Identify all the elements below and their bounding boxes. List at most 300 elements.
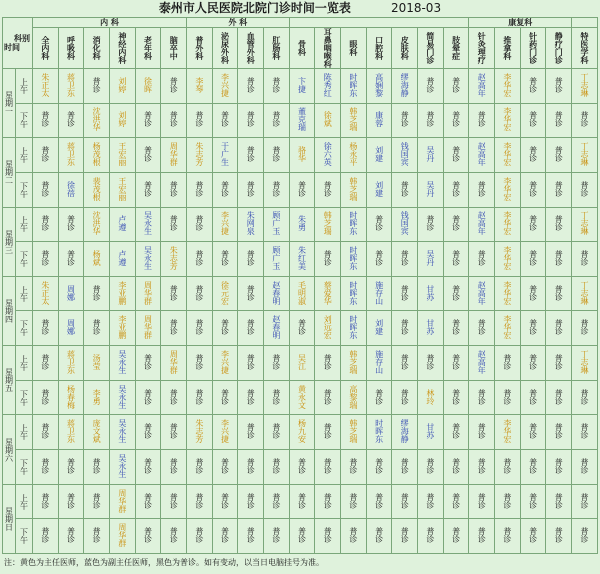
half-day-text: 上午	[19, 285, 29, 302]
doctor-name: 普诊	[271, 180, 281, 197]
schedule-cell	[469, 450, 495, 485]
schedule-cell	[161, 519, 187, 554]
schedule-cell	[289, 242, 315, 277]
schedule-cell	[238, 242, 264, 277]
doctor-name: 普诊	[554, 423, 564, 440]
department-header	[58, 28, 84, 69]
schedule-cell	[341, 172, 367, 207]
department-label: 特医学科	[580, 32, 590, 64]
department-label: 肢晕症	[451, 36, 461, 60]
schedule-cell	[264, 519, 290, 554]
schedule-cell	[443, 519, 469, 554]
doctor-name: 朱志芳	[169, 246, 179, 271]
department-header	[135, 28, 161, 69]
schedule-cell	[238, 380, 264, 415]
doctor-name: 李华宏	[502, 176, 512, 201]
doctor-name: 普诊	[374, 215, 384, 232]
doctor-name: 时晖东	[374, 419, 384, 444]
doctor-name: 杨茂根	[92, 142, 102, 167]
doctor-name: 时晖东	[348, 280, 358, 305]
schedule-cell	[264, 276, 290, 311]
schedule-cell	[84, 242, 110, 277]
schedule-cell	[264, 69, 290, 104]
schedule-cell	[33, 415, 59, 450]
day-label	[3, 138, 16, 207]
schedule-cell	[289, 484, 315, 519]
doctor-name: 裴茂根	[92, 176, 102, 201]
department-header-row	[3, 28, 598, 69]
schedule-cell	[264, 242, 290, 277]
doctor-name: 朱正太	[40, 72, 50, 97]
doctor-name: 普诊	[400, 111, 410, 128]
corner-top-label: 科别	[14, 34, 30, 43]
doctor-name: 吴永生	[143, 246, 153, 271]
doctor-name: 刘远宏	[323, 315, 333, 340]
schedule-cell	[33, 311, 59, 346]
doctor-name: 普诊	[477, 388, 487, 405]
schedule-cell	[110, 415, 136, 450]
doctor-name: 普诊	[580, 111, 590, 128]
schedule-cell	[495, 484, 521, 519]
department-header	[546, 28, 572, 69]
schedule-cell	[84, 172, 110, 207]
schedule-cell	[238, 519, 264, 554]
doctor-name: 普诊	[580, 319, 590, 336]
doctor-name: 丁志琳	[580, 280, 590, 305]
schedule-cell	[212, 450, 238, 485]
schedule-cell	[161, 276, 187, 311]
day-label	[3, 346, 16, 415]
doctor-name: 普诊	[169, 284, 179, 301]
doctor-name: 普诊	[143, 111, 153, 128]
schedule-cell	[366, 207, 392, 242]
schedule-cell	[289, 69, 315, 104]
schedule-cell	[161, 138, 187, 173]
doctor-name: 普诊	[502, 527, 512, 544]
schedule-cell	[469, 138, 495, 173]
day-label-text: 星期三	[4, 229, 14, 254]
schedule-row	[3, 69, 598, 104]
doctor-name: 普诊	[400, 284, 410, 301]
doctor-name: 普诊	[528, 388, 538, 405]
group-rehabilitation: 康复科	[469, 18, 572, 28]
doctor-name: 普诊	[246, 180, 256, 197]
doctor-name: 周娜	[66, 319, 76, 336]
schedule-cell	[58, 380, 84, 415]
doctor-name: 普诊	[451, 527, 461, 544]
doctor-name: 普诊	[66, 492, 76, 509]
schedule-cell	[212, 380, 238, 415]
doctor-name: 吴永生	[117, 453, 127, 478]
schedule-cell	[418, 69, 444, 104]
doctor-name: 徐斌	[323, 111, 333, 128]
schedule-cell	[33, 519, 59, 554]
schedule-cell	[110, 103, 136, 138]
schedule-cell	[469, 172, 495, 207]
doctor-name: 甘苏	[425, 319, 435, 336]
department-header	[392, 28, 418, 69]
schedule-cell	[572, 519, 598, 554]
doctor-name: 普诊	[220, 180, 230, 197]
doctor-name: 普诊	[528, 111, 538, 128]
schedule-row	[3, 138, 598, 173]
schedule-cell	[315, 242, 341, 277]
schedule-cell	[469, 415, 495, 450]
department-header	[212, 28, 238, 69]
schedule-cell	[187, 103, 213, 138]
doctor-name: 李琴	[194, 76, 204, 93]
schedule-cell	[520, 311, 546, 346]
doctor-name: 普诊	[451, 319, 461, 336]
schedule-cell	[546, 103, 572, 138]
doctor-name: 时晖东	[348, 246, 358, 271]
schedule-cell	[135, 311, 161, 346]
doctor-name: 普诊	[323, 250, 333, 267]
schedule-cell	[366, 311, 392, 346]
schedule-cell	[469, 242, 495, 277]
doctor-name: 普诊	[451, 180, 461, 197]
schedule-cell	[33, 276, 59, 311]
schedule-cell	[469, 69, 495, 104]
schedule-cell	[418, 242, 444, 277]
schedule-cell	[520, 380, 546, 415]
schedule-cell	[392, 207, 418, 242]
doctor-name: 普诊	[323, 492, 333, 509]
doctor-name: 普诊	[580, 457, 590, 474]
doctor-name: 普诊	[143, 180, 153, 197]
department-header	[110, 28, 136, 69]
page-title	[0, 0, 600, 16]
doctor-name: 普诊	[246, 319, 256, 336]
schedule-cell	[58, 519, 84, 554]
schedule-cell	[469, 380, 495, 415]
doctor-name: 普诊	[528, 250, 538, 267]
doctor-name: 普诊	[400, 457, 410, 474]
department-label: 神经内科	[117, 32, 127, 64]
schedule-cell	[469, 311, 495, 346]
doctor-name: 甘苏	[425, 284, 435, 301]
doctor-name: 周华群	[169, 349, 179, 374]
schedule-cell	[418, 450, 444, 485]
doctor-name: 普诊	[92, 284, 102, 301]
schedule-cell	[289, 519, 315, 554]
schedule-row	[3, 380, 598, 415]
department-header	[187, 28, 213, 69]
department-label: 口腔科	[374, 36, 384, 60]
doctor-name: 普诊	[425, 76, 435, 93]
schedule-cell	[341, 276, 367, 311]
doctor-name: 普诊	[451, 423, 461, 440]
doctor-name: 普诊	[554, 527, 564, 544]
doctor-name: 普诊	[246, 250, 256, 267]
doctor-name: 普诊	[40, 388, 50, 405]
doctor-name: 韩芝瑞	[348, 176, 358, 201]
doctor-name: 卢遵	[117, 250, 127, 267]
doctor-name: 普诊	[400, 180, 410, 197]
department-label: 泌尿外科	[220, 32, 230, 64]
doctor-name: 普诊	[502, 353, 512, 370]
schedule-cell	[238, 311, 264, 346]
schedule-cell	[315, 415, 341, 450]
doctor-name: 普诊	[451, 76, 461, 93]
half-day-label	[16, 519, 33, 554]
doctor-name: 普诊	[477, 319, 487, 336]
schedule-cell	[187, 138, 213, 173]
schedule-cell	[135, 380, 161, 415]
schedule-cell	[341, 450, 367, 485]
doctor-name: 蒋卫东	[66, 419, 76, 444]
schedule-cell	[495, 242, 521, 277]
schedule-cell	[546, 311, 572, 346]
schedule-cell	[315, 103, 341, 138]
doctor-name: 丁志琳	[580, 142, 590, 167]
schedule-cell	[520, 172, 546, 207]
doctor-name: 施存山	[374, 280, 384, 305]
doctor-name: 吴永生	[117, 349, 127, 374]
half-day-text: 下午	[19, 458, 29, 475]
half-day-text: 下午	[19, 320, 29, 337]
doctor-name: 徐元宏	[220, 280, 230, 305]
schedule-cell	[341, 484, 367, 519]
doctor-name: 蒋卫东	[66, 72, 76, 97]
schedule-cell	[84, 380, 110, 415]
department-label: 耳鼻咽喉科	[323, 28, 333, 68]
schedule-cell	[443, 276, 469, 311]
schedule-cell	[315, 380, 341, 415]
doctor-name: 刘婷	[117, 111, 127, 128]
department-label: 血管外科	[246, 32, 256, 64]
schedule-cell	[392, 450, 418, 485]
schedule-cell	[546, 138, 572, 173]
half-day-text: 上午	[19, 493, 29, 510]
corner-cell	[3, 18, 33, 69]
doctor-name: 韩芝瑞	[323, 211, 333, 236]
schedule-cell	[366, 484, 392, 519]
half-day-text: 上午	[19, 354, 29, 371]
doctor-name: 普诊	[143, 146, 153, 163]
doctor-name: 普诊	[143, 457, 153, 474]
half-day-text: 下午	[19, 181, 29, 198]
schedule-cell	[341, 242, 367, 277]
doctor-name: 徐蓓	[66, 180, 76, 197]
doctor-name: 顾广玉	[271, 211, 281, 236]
doctor-name: 普诊	[323, 388, 333, 405]
doctor-name: 卞捷	[297, 76, 307, 93]
doctor-name: 普诊	[502, 492, 512, 509]
schedule-cell	[135, 276, 161, 311]
doctor-name: 周华群	[117, 488, 127, 513]
doctor-name: 普诊	[297, 527, 307, 544]
schedule-cell	[341, 138, 367, 173]
doctor-name: 朱志芳	[194, 142, 204, 167]
doctor-name: 高娴黎	[374, 72, 384, 97]
schedule-cell	[110, 346, 136, 381]
department-label: 眼科	[348, 40, 358, 56]
department-header	[161, 28, 187, 69]
doctor-name: 丁志琳	[580, 211, 590, 236]
doctor-name: 吴丹	[425, 146, 435, 163]
doctor-name: 韩芝瑞	[348, 419, 358, 444]
schedule-cell	[135, 519, 161, 554]
schedule-cell	[443, 311, 469, 346]
schedule-cell	[110, 380, 136, 415]
schedule-cell	[110, 519, 136, 554]
doctor-name: 普诊	[554, 111, 564, 128]
schedule-cell	[418, 415, 444, 450]
day-label	[3, 415, 16, 484]
schedule-cell	[84, 276, 110, 311]
schedule-cell	[572, 450, 598, 485]
schedule-cell	[341, 415, 367, 450]
doctor-name: 普诊	[580, 527, 590, 544]
schedule-cell	[469, 207, 495, 242]
doctor-name: 骆华	[297, 146, 307, 163]
doctor-name: 普诊	[246, 527, 256, 544]
doctor-name: 普诊	[66, 250, 76, 267]
doctor-name: 普诊	[400, 388, 410, 405]
doctor-name: 普诊	[246, 284, 256, 301]
schedule-cell	[366, 276, 392, 311]
doctor-name: 普诊	[477, 111, 487, 128]
doctor-name: 普诊	[554, 76, 564, 93]
schedule-cell	[392, 415, 418, 450]
schedule-cell	[33, 69, 59, 104]
schedule-cell	[264, 415, 290, 450]
schedule-cell	[110, 450, 136, 485]
footer-note: 注：黄色为主任医师，蓝色为副主任医师，黑色为普诊。如有变动，以当日电脑挂号为准。	[4, 558, 324, 567]
schedule-cell	[520, 69, 546, 104]
department-header	[572, 28, 598, 69]
doctor-name: 朱网泉	[246, 211, 256, 236]
doctor-name: 普诊	[400, 492, 410, 509]
day-label-text: 星期日	[4, 506, 14, 531]
doctor-name: 普诊	[451, 284, 461, 301]
schedule-cell	[264, 311, 290, 346]
department-label: 简易门诊	[425, 32, 435, 64]
schedule-cell	[495, 519, 521, 554]
doctor-name: 杨永平	[348, 142, 358, 167]
doctor-name: 李华宏	[502, 72, 512, 97]
doctor-name: 普诊	[477, 180, 487, 197]
schedule-cell	[495, 103, 521, 138]
half-day-text: 下午	[19, 251, 29, 268]
doctor-name: 普诊	[40, 111, 50, 128]
doctor-name: 韩芝瑞	[348, 107, 358, 132]
doctor-name: 普诊	[271, 423, 281, 440]
schedule-cell	[366, 242, 392, 277]
schedule-cell	[289, 138, 315, 173]
day-label-text: 星期五	[4, 368, 14, 393]
schedule-cell	[187, 242, 213, 277]
day-label-text: 星期一	[4, 91, 14, 116]
schedule-cell	[572, 172, 598, 207]
department-header	[315, 28, 341, 69]
schedule-cell	[238, 69, 264, 104]
schedule-cell	[58, 346, 84, 381]
schedule-cell	[546, 69, 572, 104]
doctor-name: 普诊	[169, 180, 179, 197]
schedule-cell	[546, 346, 572, 381]
doctor-name: 普诊	[528, 492, 538, 509]
schedule-cell	[443, 450, 469, 485]
doctor-name: 普诊	[169, 423, 179, 440]
department-header	[341, 28, 367, 69]
doctor-name: 普诊	[554, 250, 564, 267]
schedule-cell	[212, 311, 238, 346]
schedule-cell	[520, 346, 546, 381]
doctor-name: 普诊	[92, 76, 102, 93]
doctor-name: 普诊	[40, 319, 50, 336]
schedule-cell	[264, 380, 290, 415]
schedule-cell	[443, 346, 469, 381]
doctor-name: 普诊	[554, 492, 564, 509]
department-label: 全内科	[40, 36, 50, 60]
schedule-cell	[135, 346, 161, 381]
doctor-name: 普诊	[554, 388, 564, 405]
group-header-row	[3, 18, 598, 28]
doctor-name: 普诊	[194, 284, 204, 301]
schedule-cell	[187, 69, 213, 104]
doctor-name: 普诊	[40, 146, 50, 163]
doctor-name: 普诊	[246, 76, 256, 93]
doctor-name: 普诊	[528, 180, 538, 197]
department-header	[469, 28, 495, 69]
doctor-name: 庞文斌	[92, 419, 102, 444]
schedule-cell	[212, 276, 238, 311]
doctor-name: 沈洪华	[92, 107, 102, 132]
schedule-cell	[161, 103, 187, 138]
half-day-text: 上午	[19, 424, 29, 441]
department-label: 静疗门诊	[554, 32, 564, 64]
schedule-row	[3, 450, 598, 485]
doctor-name: 刘婷	[117, 76, 127, 93]
doctor-name: 普诊	[169, 527, 179, 544]
schedule-cell	[418, 103, 444, 138]
day-label	[3, 484, 16, 553]
schedule-cell	[341, 207, 367, 242]
doctor-name: 普诊	[143, 492, 153, 509]
schedule-cell	[33, 380, 59, 415]
doctor-name: 缪海静	[400, 419, 410, 444]
schedule-cell	[520, 138, 546, 173]
schedule-cell	[520, 207, 546, 242]
doctor-name: 普诊	[92, 319, 102, 336]
doctor-name: 普诊	[323, 527, 333, 544]
day-label	[3, 69, 16, 138]
schedule-cell	[212, 519, 238, 554]
schedule-cell	[289, 207, 315, 242]
schedule-cell	[84, 346, 110, 381]
schedule-cell	[520, 103, 546, 138]
doctor-name: 普诊	[169, 492, 179, 509]
schedule-cell	[469, 519, 495, 554]
doctor-name: 时晖东	[348, 211, 358, 236]
doctor-name: 普诊	[220, 457, 230, 474]
schedule-row	[3, 242, 598, 277]
day-label-text: 星期六	[4, 437, 14, 462]
doctor-name: 周华群	[117, 523, 127, 548]
schedule-cell	[289, 311, 315, 346]
doctor-name: 普诊	[220, 527, 230, 544]
doctor-name: 普诊	[425, 353, 435, 370]
schedule-cell	[495, 276, 521, 311]
schedule-cell	[187, 380, 213, 415]
doctor-name: 朱红美	[297, 246, 307, 271]
doctor-name: 李华宏	[502, 246, 512, 271]
doctor-name: 李亚鹏	[117, 315, 127, 340]
schedule-cell	[315, 311, 341, 346]
doctor-name: 蔡爱华	[323, 280, 333, 305]
